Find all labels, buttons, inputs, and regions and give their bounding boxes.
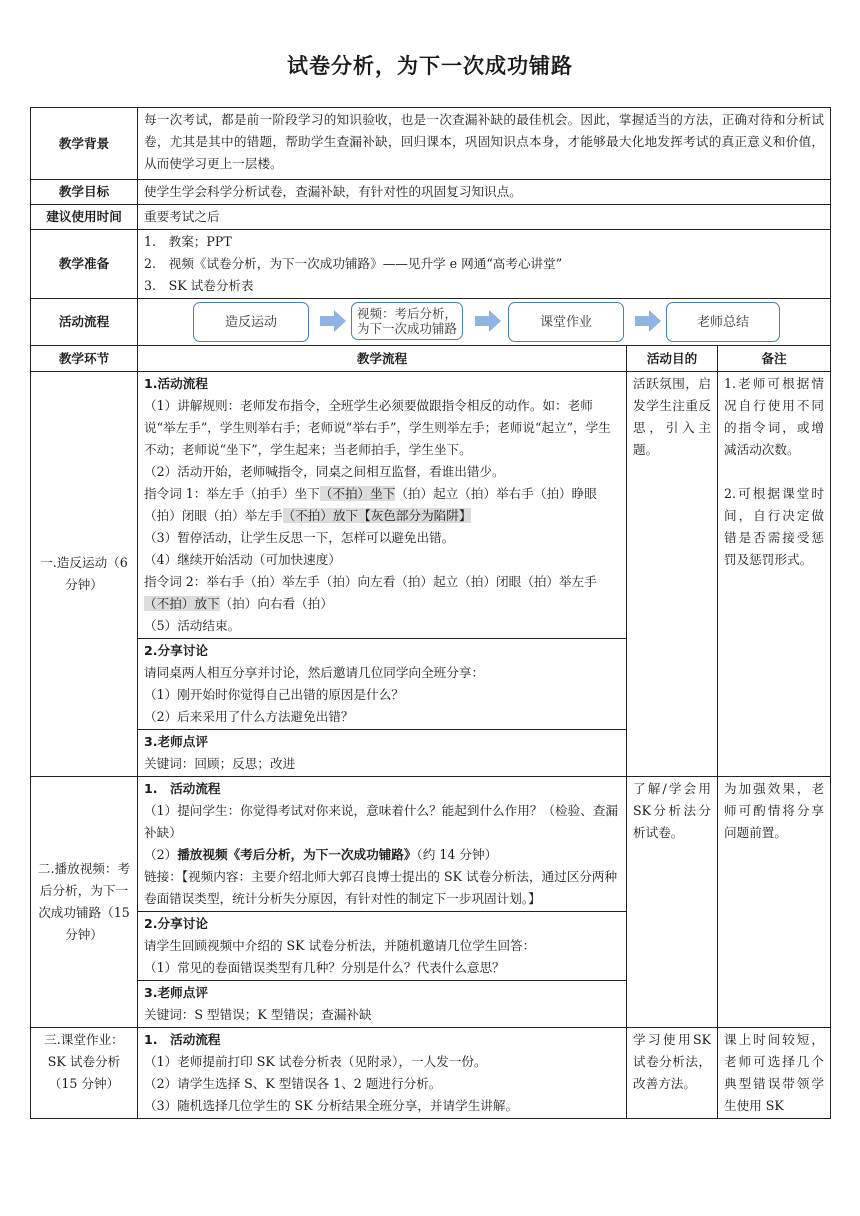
section-1-notes xyxy=(718,372,831,777)
section-1-block-1 xyxy=(138,372,627,639)
process-line: 链接：【视频内容：主要介绍北师大郭召良博士提出的 SK 试卷分析法，通过区分两种卷面错误类型，统计分析失分原因，有针对性的制定下一步巩固计划。】 xyxy=(144,869,618,906)
label-flow: 活动流程 xyxy=(31,299,138,346)
section-3-notes xyxy=(718,1028,831,1119)
label-prep: 教学准备 xyxy=(31,230,138,299)
flow-step-2: 视频：考后分析，为下一次成功铺路 xyxy=(351,302,463,340)
arrow-right-icon xyxy=(320,309,346,333)
row-timing xyxy=(31,205,831,230)
process-line: （1）提问学生：你觉得考试对你来说，意味着什么？能起到什么作用？（检验、查漏补缺） xyxy=(144,803,618,840)
section-2-block-3 xyxy=(138,981,627,1028)
section-1-stage: 一.造反运动（6 分钟） xyxy=(31,372,138,777)
label-timing: 建议使用时间 xyxy=(31,205,138,230)
block-heading: 2.分享讨论 xyxy=(144,643,208,658)
text-run: （拍）起立（拍）举右手（拍）睁眼（拍）闭眼（拍）举左手 xyxy=(144,486,597,523)
process-line xyxy=(144,844,620,866)
label-goal: 教学目标 xyxy=(31,180,138,205)
process-line: （2）请学生选择 S、K 型错误各 1、2 题进行分析。 xyxy=(144,1076,442,1091)
trap-highlight: （不拍）坐下 xyxy=(319,486,396,501)
section-2-notes xyxy=(718,777,831,1028)
section-1-purpose: 活跃氛围，启发学生注重反思，引入主题。 xyxy=(627,372,718,777)
row-flow xyxy=(31,299,831,346)
section-3-stage: 三.课堂作业：SK 试卷分析（15 分钟） xyxy=(31,1028,138,1119)
prep-item: 3. SK 试卷分析表 xyxy=(144,278,254,293)
section-1-row-1 xyxy=(31,372,831,639)
process-line: （2）活动开始，老师喊指令，同桌之间相互监督，看谁出错少。 xyxy=(144,464,505,479)
flow-step-4: 老师总结 xyxy=(666,302,780,342)
note-item: 为加强效果，老师可酌情将分享问题前置。 xyxy=(724,781,825,840)
section-2-purpose: 了解/学会用SK分析法分析试卷。 xyxy=(627,777,718,1028)
process-line: （3）暂停活动，让学生反思一下，怎样可以避免出错。 xyxy=(144,530,455,545)
process-line: （1）刚开始时你觉得自己出错的原因是什么？ xyxy=(144,687,404,702)
header-row xyxy=(31,346,831,372)
section-2-row-1 xyxy=(31,777,831,912)
page-title: 试卷分析，为下一次成功铺路 xyxy=(287,54,573,78)
process-line: 请学生回顾视频中介绍的 SK 试卷分析法，并随机邀请几位学生回答： xyxy=(144,938,536,953)
note-item: 课上时间较短，老师可选择几个典型错误带领学生使用 SK xyxy=(724,1032,825,1113)
timing-text: 重要考试之后 xyxy=(138,205,831,230)
header-note: 备注 xyxy=(718,346,831,372)
note-item: 1.老师可根据情况自行使用不同的指令词，或增减活动次数。 xyxy=(724,376,825,457)
row-goal xyxy=(31,180,831,205)
process-line: （1）老师提前打印 SK 试卷分析表（见附录），一人发一份。 xyxy=(144,1054,487,1069)
text-run: （2） xyxy=(144,847,178,862)
block-heading: 2.分享讨论 xyxy=(144,916,208,931)
process-line xyxy=(144,571,620,615)
section-2-block-1 xyxy=(138,777,627,912)
process-line: 请同桌两人相互分享并讨论，然后邀请几位同学向全班分享： xyxy=(144,665,485,680)
process-line xyxy=(144,483,620,527)
goal-text: 使学生学会科学分析试卷，查漏补缺，有针对性的巩固复习知识点。 xyxy=(138,180,831,205)
section-1-block-2 xyxy=(138,639,627,730)
text-run: 指令词 2：举右手（拍）举左手（拍）向左看（拍）起立（拍）闭眼（拍）举左手 xyxy=(144,574,597,589)
block-heading: 3.老师点评 xyxy=(144,734,208,749)
section-3-block-1 xyxy=(138,1028,627,1119)
flow-diagram xyxy=(138,299,831,346)
header-process: 教学流程 xyxy=(138,346,627,372)
header-purpose: 活动目的 xyxy=(627,346,718,372)
header-stage: 教学环节 xyxy=(31,346,138,372)
process-line: 关键词：S 型错误；K 型错误；查漏补缺 xyxy=(144,1007,372,1022)
process-line: （1）讲解规则：老师发布指令，全班学生必须要做跟指令相反的动作。如：老师说“举左手”，学生则举右手；老师说“举右手”，学生则举左手；老师说“起立”，学生不动；老师说“坐下”，学生起来；当老师拍手，学生坐下。 xyxy=(144,398,611,457)
note-item: 2.可根据课堂时间，自行决定做错是否需接受惩罚及惩罚形式。 xyxy=(724,486,825,567)
trap-highlight: （不拍）放下 xyxy=(144,596,220,611)
process-line: （4）继续开始活动（可加快速度） xyxy=(144,552,341,567)
label-background: 教学背景 xyxy=(31,108,138,180)
video-title: 播放视频《考后分析，为下一次成功铺路》 xyxy=(177,847,417,862)
note-spacer xyxy=(724,461,824,483)
process-line: （3）随机选择几位学生的 SK 分析结果全班分享，并请学生讲解。 xyxy=(144,1098,519,1113)
trap-highlight: （不拍）放下【灰色部分为陷阱】 xyxy=(282,508,472,523)
text-run: （约 14 分钟） xyxy=(416,847,498,862)
text-run: 指令词 1：举左手（拍手）坐下 xyxy=(144,486,320,501)
text-run: （拍）向右看（拍） xyxy=(219,596,333,611)
row-background xyxy=(31,108,831,180)
prep-item: 1. 教案；PPT xyxy=(144,234,232,249)
flow-step-1: 造反运动 xyxy=(193,302,309,342)
arrow-right-icon xyxy=(635,309,661,333)
process-line: （2）后来采用了什么方法避免出错？ xyxy=(144,709,354,724)
block-heading: 1.活动流程 xyxy=(144,376,208,391)
section-2-block-2 xyxy=(138,912,627,981)
block-heading: 3.老师点评 xyxy=(144,985,208,1000)
block-heading: 1. 活动流程 xyxy=(144,1032,221,1047)
section-3-row-1 xyxy=(31,1028,831,1119)
arrow-right-icon xyxy=(475,309,501,333)
row-prep xyxy=(31,230,831,299)
section-3-purpose: 学习使用SK试卷分析法，改善方法。 xyxy=(627,1028,718,1119)
block-heading: 1. 活动流程 xyxy=(144,781,221,796)
section-2-stage: 二.播放视频：考后分析，为下一次成功铺路（15 分钟） xyxy=(31,777,138,1028)
prep-item: 2. 视频《试卷分析，为下一次成功铺路》——见升学 e 网通“高考心讲堂” xyxy=(144,256,563,271)
process-line: （5）活动结束。 xyxy=(144,618,241,633)
process-line: 关键词：回顾；反思；改进 xyxy=(144,756,296,771)
lesson-plan-table xyxy=(30,107,831,1119)
process-line: （1）常见的卷面错误类型有几种？分别是什么？代表什么意思？ xyxy=(144,960,505,975)
flow-step-3: 课堂作业 xyxy=(508,302,624,342)
section-1-block-3 xyxy=(138,730,627,777)
background-text: 每一次考试，都是前一阶段学习的知识验收，也是一次查漏补缺的最佳机会。因此，掌握适当的方法，正确对待和分析试卷，尤其是其中的错题，帮助学生查漏补缺，回归课本，巩固知识点本身，才能够最大化地发挥考试的真正意义和价值，从而使学习更上一层楼。 xyxy=(138,108,831,180)
prep-list xyxy=(138,230,831,299)
